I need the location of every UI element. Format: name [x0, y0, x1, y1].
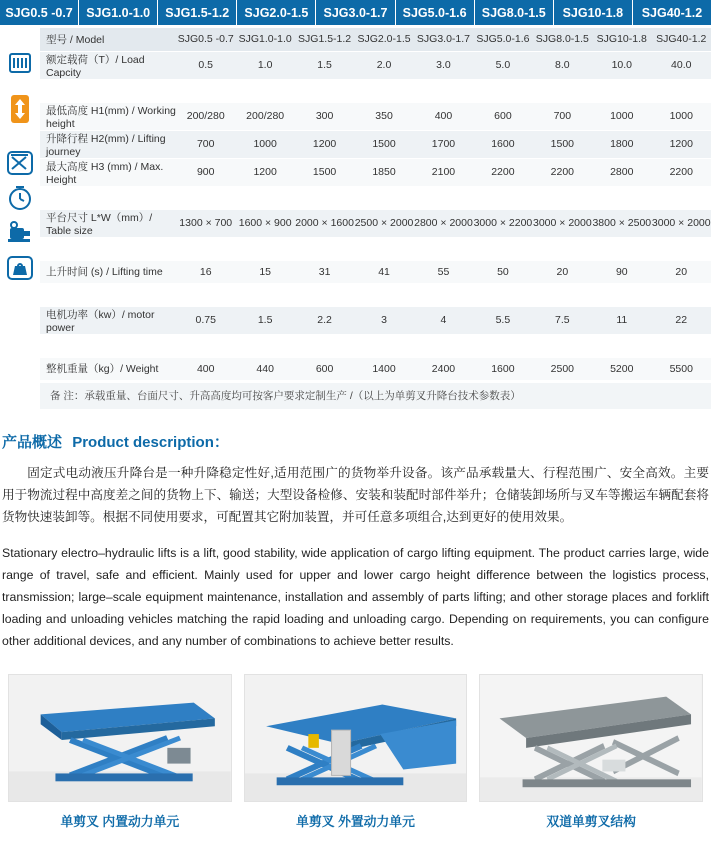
- table-row: [40, 130, 711, 158]
- model-strip-item: SJG10-1.8: [554, 0, 633, 25]
- row-cell: 600: [295, 357, 354, 380]
- row-cell: 2500 × 2000: [354, 209, 413, 237]
- row-cell: 200/280: [235, 102, 294, 130]
- row-cell: 700: [533, 102, 592, 130]
- header-cell: SJG10-1.8: [592, 28, 651, 51]
- description-heading-cn: 产品概述: [2, 434, 62, 451]
- row-label: 上升时间 (s) / Lifting time: [40, 260, 176, 283]
- row-cell: 440: [235, 357, 294, 380]
- row-cell: 900: [176, 158, 235, 186]
- row-cell: 1400: [354, 357, 413, 380]
- row-cell: 1000: [652, 102, 711, 130]
- row-cell: 3000 × 2200: [473, 209, 532, 237]
- timer-icon: [0, 182, 40, 213]
- spec-icon-column: [0, 28, 40, 381]
- row-cell: 1500: [295, 158, 354, 186]
- row-cell: 20: [652, 260, 711, 283]
- row-label: 整机重量（kg）/ Weight: [40, 357, 176, 380]
- photo-caption: 单剪叉 内置动力单元: [60, 811, 179, 830]
- row-cell: 700: [176, 130, 235, 158]
- description-paragraph-en: Stationary electro–hydraulic lifts is a lift, good stability, wide application of cargo lifting equipment. The product carries large, wide range of travel, safe and efficient. Mainly used for upper and lower cargo height difference between the logistics process, transmission; large–scale equipment maintenance, installation and assembly of parts lifting; and other storage places and forklift loading and unloading vehicles matching the rapid loading and unloading cargo. Depending on requirements, you can configure other additional devices, and any number of combinations to achieve better results.: [2, 542, 709, 652]
- row-cell: 1000: [592, 102, 651, 130]
- photo-gallery: [0, 674, 711, 846]
- row-label: 电机功率（kw）/ motor power: [40, 306, 176, 334]
- row-cell: 1200: [652, 130, 711, 158]
- row-gap: [40, 186, 711, 209]
- height-arrow-icon: [0, 74, 40, 143]
- row-cell: 2500: [533, 357, 592, 380]
- model-header-strip: [0, 0, 711, 26]
- table-header-row: [40, 28, 711, 51]
- model-strip-item: SJG1.5-1.2: [158, 0, 237, 25]
- table-row: [40, 357, 711, 380]
- row-cell: 5500: [652, 357, 711, 380]
- row-cell: 2000 × 1600: [295, 209, 354, 237]
- header-cell: SJG8.0-1.5: [533, 28, 592, 51]
- spec-table: [40, 28, 711, 381]
- photo-image-internal-power: [8, 674, 232, 802]
- row-cell: 1600: [473, 130, 532, 158]
- row-cell: 5.0: [473, 51, 532, 79]
- row-cell: 0.5: [176, 51, 235, 79]
- weight-icon: [0, 252, 40, 283]
- description-heading-en: Product description：: [66, 434, 229, 451]
- row-cell: 1.0: [235, 51, 294, 79]
- row-cell: 16: [176, 260, 235, 283]
- row-cell: 3000 × 2000: [652, 209, 711, 237]
- row-cell: 2100: [414, 158, 473, 186]
- row-cell: 41: [354, 260, 413, 283]
- row-cell: 200/280: [176, 102, 235, 130]
- row-cell: 40.0: [652, 51, 711, 79]
- photo-single-scissor-internal-power: [8, 674, 232, 830]
- table-row: [40, 158, 711, 186]
- row-cell: 20: [533, 260, 592, 283]
- table-row: [40, 209, 711, 237]
- photo-caption: 单剪叉 外置动力单元: [296, 811, 415, 830]
- model-strip-item: SJG0.5 -0.7: [0, 0, 79, 25]
- row-cell: 2200: [652, 158, 711, 186]
- model-strip-item: SJG5.0-1.6: [396, 0, 475, 25]
- row-cell: 600: [473, 102, 532, 130]
- row-label: 平台尺寸 L*W（mm）/ Table size: [40, 209, 176, 237]
- row-cell: 0.75: [176, 306, 235, 334]
- photo-single-scissor-external-power: [244, 674, 468, 830]
- row-cell: 300: [295, 102, 354, 130]
- row-cell: 1500: [533, 130, 592, 158]
- photo-caption: 双道单剪叉结构: [546, 811, 636, 830]
- description-heading: [0, 431, 711, 452]
- header-cell: SJG2.0-1.5: [354, 28, 413, 51]
- photo-image-external-power: [244, 674, 468, 802]
- header-label: 型号 / Model: [40, 28, 176, 51]
- row-cell: 1.5: [235, 306, 294, 334]
- row-cell: 5.5: [473, 306, 532, 334]
- row-cell: 7.5: [533, 306, 592, 334]
- model-strip-item: SJG3.0-1.7: [316, 0, 395, 25]
- model-strip-item: SJG8.0-1.5: [475, 0, 554, 25]
- spec-table-note: 备 注：承载重量、台面尺寸、升高高度均可按客户要求定制生产 /（以上为单剪叉升降台技术参数表）: [40, 383, 711, 409]
- header-cell: SJG40-1.2: [652, 28, 711, 51]
- description-paragraph-cn: 固定式电动液压升降台是一种升降稳定性好,适用范围广的货物举升设备。该产品承载量大、行程范围广、安全高效。主要用于物流过程中高度差之间的货物上下、输送；大型设备检修、安装和装配时部件举升；仓储装卸场所与叉车等搬运车辆配套将货物快速装卸等。根据不同使用要求，可配置其它附加装置，并可任意多项组合,达到更好的使用效果。: [2, 462, 709, 528]
- row-cell: 3.0: [414, 51, 473, 79]
- row-cell: 8.0: [533, 51, 592, 79]
- row-cell: 50: [473, 260, 532, 283]
- header-cell: SJG0.5 -0.7: [176, 28, 235, 51]
- spec-table-section: [0, 28, 711, 381]
- row-cell: 2800 × 2000: [414, 209, 473, 237]
- row-cell: 1.5: [295, 51, 354, 79]
- row-cell: 90: [592, 260, 651, 283]
- row-cell: 31: [295, 260, 354, 283]
- model-strip-item: SJG1.0-1.0: [79, 0, 158, 25]
- row-label: 额定载荷（T）/ Load Capcity: [40, 51, 176, 79]
- capacity-icon: [0, 51, 40, 74]
- row-gap: [40, 283, 711, 306]
- row-cell: 1700: [414, 130, 473, 158]
- header-cell: SJG3.0-1.7: [414, 28, 473, 51]
- row-cell: 400: [414, 102, 473, 130]
- photo-double-single-scissor: [479, 674, 703, 830]
- row-cell: 2200: [473, 158, 532, 186]
- icon-spacer: [0, 28, 40, 51]
- row-cell: 1600 × 900: [235, 209, 294, 237]
- table-row: [40, 51, 711, 79]
- row-gap: [40, 237, 711, 260]
- header-cell: SJG1.0-1.0: [235, 28, 294, 51]
- row-gap: [40, 334, 711, 357]
- scissor-lift-icon: [0, 147, 40, 178]
- table-row: [40, 306, 711, 334]
- model-strip-item: SJG40-1.2: [633, 0, 711, 25]
- row-cell: 1500: [354, 130, 413, 158]
- header-cell: SJG5.0-1.6: [473, 28, 532, 51]
- row-cell: 2200: [533, 158, 592, 186]
- row-cell: 400: [176, 357, 235, 380]
- table-row: [40, 102, 711, 130]
- row-cell: 11: [592, 306, 651, 334]
- row-cell: 55: [414, 260, 473, 283]
- row-cell: 1800: [592, 130, 651, 158]
- row-cell: 3: [354, 306, 413, 334]
- row-cell: 1300 × 700: [176, 209, 235, 237]
- row-cell: 2.2: [295, 306, 354, 334]
- row-gap: [40, 79, 711, 102]
- photo-image-double-scissor: [479, 674, 703, 802]
- row-cell: 22: [652, 306, 711, 334]
- row-label: 升降行程 H2(mm) / Lifting journey: [40, 130, 176, 158]
- motor-icon: [0, 217, 40, 248]
- row-label: 最大高度 H3 (mm) / Max. Height: [40, 158, 176, 186]
- row-label: 最低高度 H1(mm) / Working height: [40, 102, 176, 130]
- row-cell: 2800: [592, 158, 651, 186]
- row-cell: 2400: [414, 357, 473, 380]
- row-cell: 1200: [235, 158, 294, 186]
- row-cell: 10.0: [592, 51, 651, 79]
- row-cell: 2.0: [354, 51, 413, 79]
- row-cell: 1200: [295, 130, 354, 158]
- row-cell: 1850: [354, 158, 413, 186]
- row-cell: 4: [414, 306, 473, 334]
- row-cell: 1000: [235, 130, 294, 158]
- row-cell: 3000 × 2000: [533, 209, 592, 237]
- header-cell: SJG1.5-1.2: [295, 28, 354, 51]
- row-cell: 350: [354, 102, 413, 130]
- row-cell: 15: [235, 260, 294, 283]
- row-cell: 5200: [592, 357, 651, 380]
- row-cell: 1600: [473, 357, 532, 380]
- table-row: [40, 260, 711, 283]
- model-strip-item: SJG2.0-1.5: [237, 0, 316, 25]
- row-cell: 3800 × 2500: [592, 209, 651, 237]
